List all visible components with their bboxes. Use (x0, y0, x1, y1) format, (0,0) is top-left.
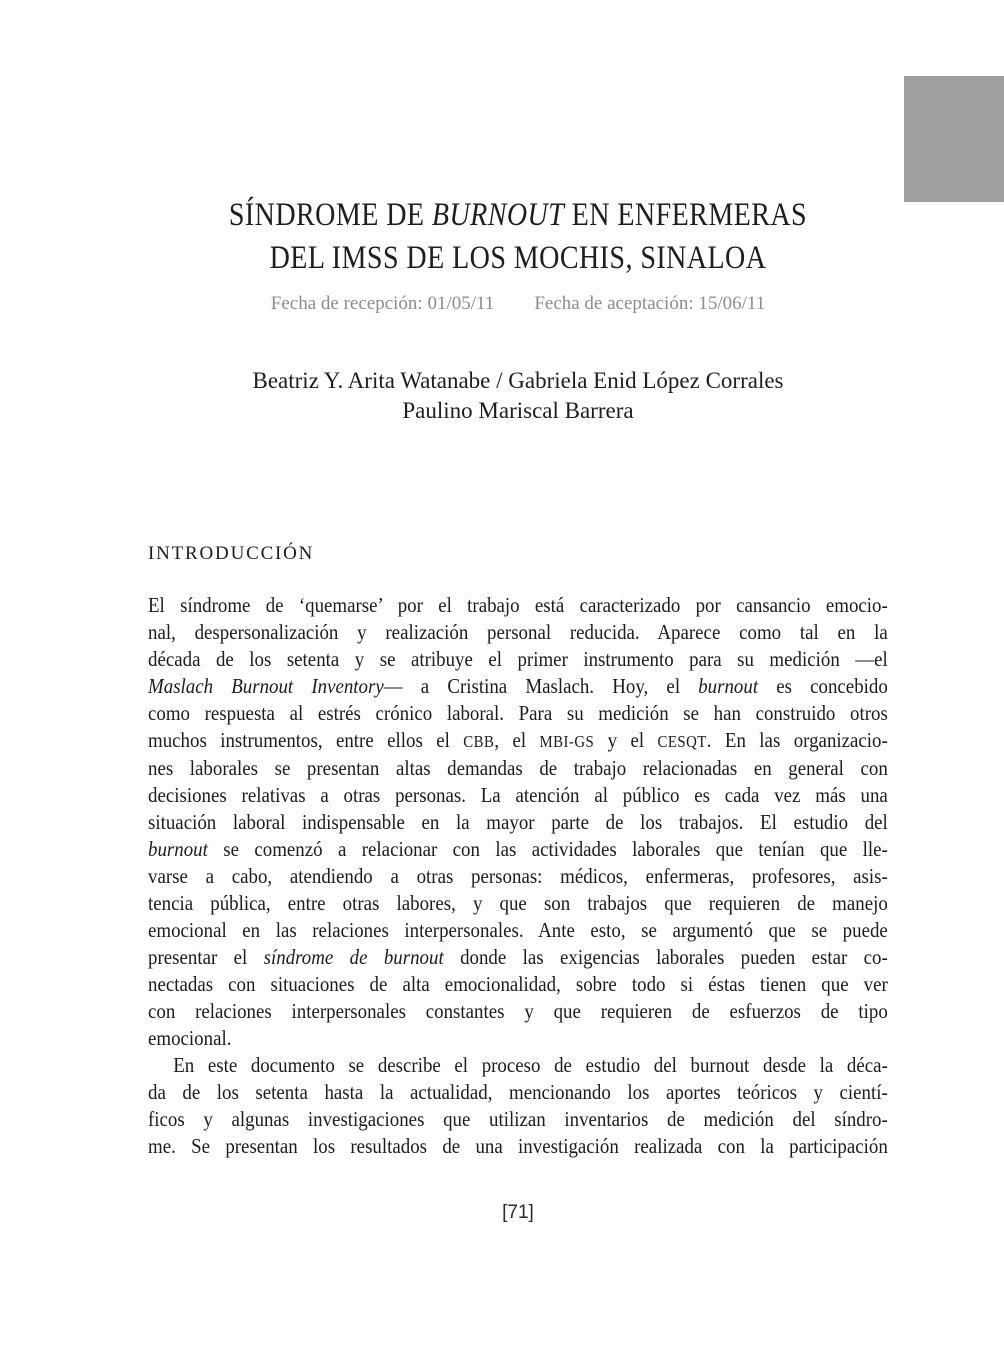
body-text-segment: donde las exigencias laborales pueden estar co- (443, 945, 888, 969)
title-text: SÍNDROME DE (228, 197, 432, 233)
body-text-segment: presentar el (148, 945, 264, 969)
body-text-line: El síndrome de ‘quemarse’ por el trabajo está caracterizado por cansancio emocio- (148, 593, 888, 617)
body-text-line (148, 836, 888, 863)
smallcaps-acronym: CBB (463, 732, 495, 751)
body-text-line: emocional en las relaciones interpersonales. Ante esto, se argumentó que se puede (148, 918, 888, 942)
paper-title (204, 194, 833, 280)
body-text-line: decisiones relativas a otras personas. La atención al público es cada vez más una (148, 783, 888, 807)
body-text-segment: se comenzó a relacionar con las actividades laborales que tenían que lle- (207, 837, 888, 861)
acceptance-date: Fecha de aceptación: 15/06/11 (534, 293, 766, 314)
italic-term: burnout (698, 674, 759, 698)
body-text-segment: . En las organizacio- (706, 728, 888, 752)
body-text-segment: es concebido (758, 674, 888, 698)
body-text-line (148, 727, 888, 755)
body-text-line: En este documento se describe el proceso de estudio del burnout desde la déca- (173, 1053, 888, 1077)
body-text-segment: , el (494, 728, 540, 752)
page-number: [71] (502, 1202, 534, 1223)
smallcaps-acronym: CESQT (657, 732, 707, 751)
body-text-line: emocional. (148, 1026, 232, 1050)
body-text-line: nectadas con situaciones de alta emocionalidad, sobre todo si éstas tienen que ver (148, 972, 888, 996)
paper-title-line1 (204, 194, 833, 237)
authors-line-2: Paulino Mariscal Barrera (402, 398, 634, 423)
body-text-segment: y el (594, 728, 658, 752)
body-text-line: década de los setenta y se atribuye el primer instrumento para su medición —el (148, 647, 888, 671)
body-text-line: situación laboral indispensable en la mayor parte de los trabajos. El estudio del (148, 810, 888, 834)
reception-date: Fecha de recepción: 01/05/11 (270, 293, 495, 314)
title-text: EN ENFERMERAS (564, 197, 808, 233)
body-text-line (148, 944, 888, 971)
body-text-line: varse a cabo, atendiendo a otras personas: médicos, enfermeras, profesores, asis- (148, 864, 888, 888)
italic-term: síndrome de burnout (263, 945, 444, 969)
body-text-line: nes laborales se presentan altas demandas de trabajo relacionadas en general con (148, 756, 888, 780)
authors-block (148, 366, 888, 426)
body-text-line: me. Se presentan los resultados de una investigación realizada con la participación (148, 1134, 888, 1158)
italic-term: Maslach Burnout Inventory (148, 674, 384, 698)
section-heading-introduccion: INTRODUCCIÓN (148, 543, 315, 564)
body-text-line: tencia pública, entre otras labores, y que son trabajos que requieren de manejo (148, 891, 888, 915)
body-text-segment: muchos instrumentos, entre ellos el (148, 728, 464, 752)
body-text (148, 592, 888, 1160)
authors-line-1: Beatriz Y. Arita Watanabe / Gabriela Enid López Corrales (252, 368, 784, 393)
body-text-segment: — a Cristina Maslach. Hoy, el (383, 674, 699, 698)
body-text-line: como respuesta al estrés crónico laboral. Para su medición se han construido otros (148, 701, 888, 725)
dates-line (148, 292, 888, 315)
smallcaps-acronym: MBI-GS (539, 732, 595, 751)
body-text-line: da de los setenta hasta la actualidad, mencionando los aportes teóricos y cientí- (148, 1080, 888, 1104)
corner-gray-rectangle (904, 76, 1004, 202)
body-text-line: ficos y algunas investigaciones que utilizan inventarios de medición del síndro- (148, 1107, 888, 1131)
title-italic-word: BURNOUT (431, 197, 565, 233)
body-text-line: con relaciones interpersonales constantes y que requieren de esfuerzos de tipo (148, 999, 888, 1023)
paper-title-line2: DEL IMSS DE LOS MOCHIS, SINALOA (269, 240, 767, 276)
body-text-line: nal, despersonalización y realización personal reducida. Aparece como tal en la (148, 620, 888, 644)
italic-term: burnout (148, 837, 208, 861)
body-text-line (148, 673, 888, 700)
